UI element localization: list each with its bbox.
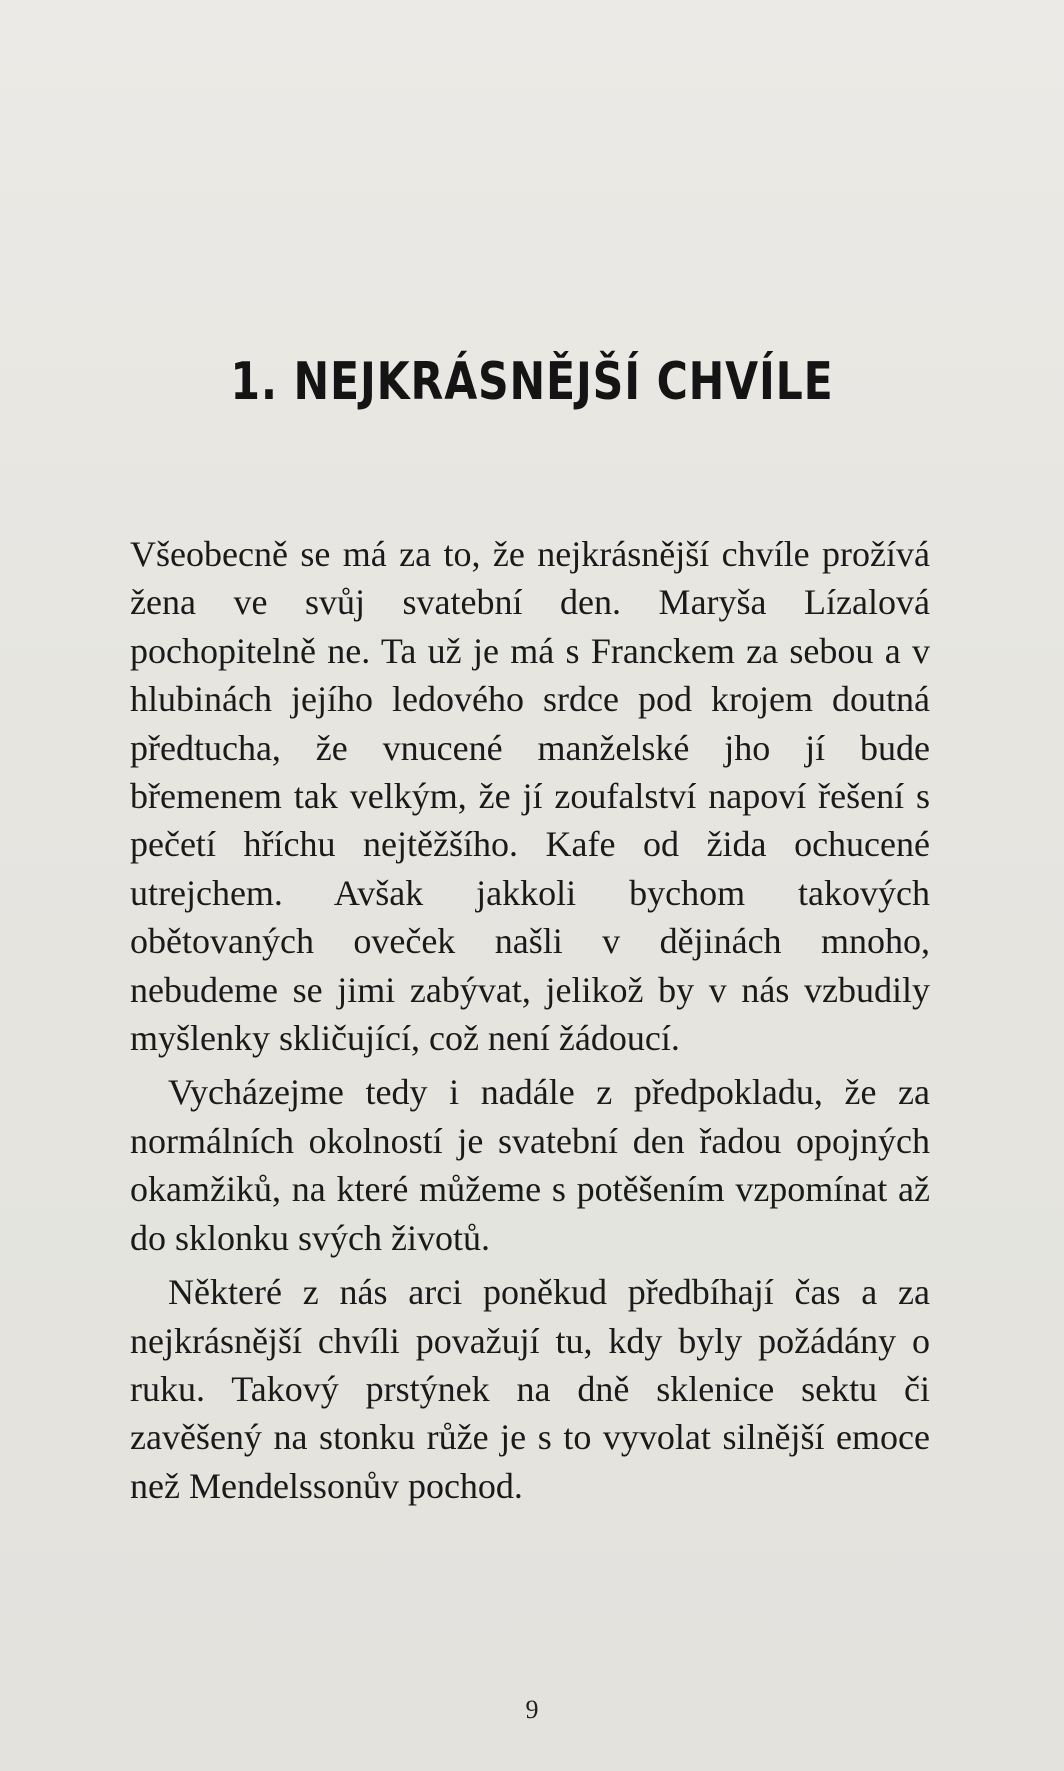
chapter-title: 1. NEJKRÁSNĚJŠÍ CHVÍLE — [230, 352, 834, 412]
page-number: 9 — [525, 1695, 539, 1724]
paragraph: Vycházejme tedy i nadále z předpokladu, že za normálních okolností je svatební den řadou opojných okamžiků, na které můžeme s potěšením vzpomínat až do sklonku svých životů. — [130, 1072, 930, 1258]
chapter-body — [130, 530, 930, 1510]
paragraph: Některé z nás arci poněkud předbíhají čas a za nejkrásnější chvíli považují tu, kdy byly požádány o ruku. Takový prstýnek na dně sklenice sektu či zavěšený na stonku růže je s to vyvolat silnější emoce než Mendelssonův pochod. — [130, 1272, 930, 1506]
paragraph: Všeobecně se má za to, že nejkrásnější chvíle prožívá žena ve svůj svatební den. Maryša Lízalová pochopitelně ne. Ta už je má s Franckem za sebou a v hlubinách jejího ledového srdce pod krojem doutná předtucha, že vnucené manželské jho jí bude břemenem tak velkým, že jí zoufalství napoví řešení s pečetí hříchu nejtěžšího. Kafe od žida ochucené utrejchem. Avšak jakkoli bychom takových obětovaných oveček našli v dějinách mnoho, nebudeme se jimi zabývat, jelikož by v nás vzbudily myšlenky skličující, což není žádoucí. — [130, 534, 930, 1059]
